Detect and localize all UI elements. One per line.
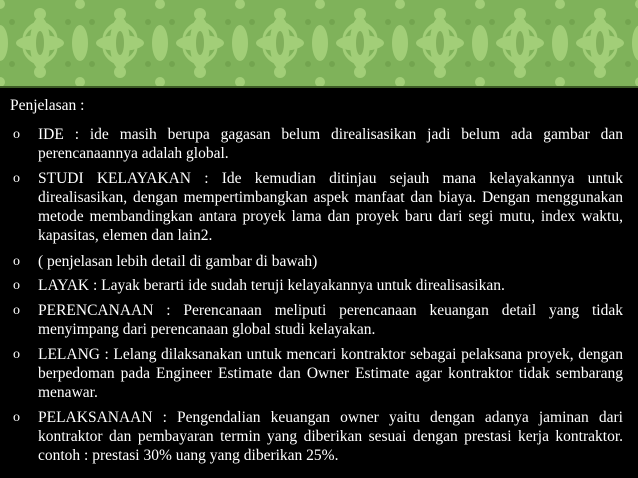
bullet-marker: o — [13, 347, 20, 362]
bullet-marker: o — [13, 303, 20, 318]
bullet-marker: o — [13, 127, 20, 142]
bullet-text: LAYAK : Layak berarti ide sudah teruji kelayakannya untuk direalisasikan. — [38, 277, 505, 294]
bullet-text: PELAKSANAAN : Pengendalian keuangan owner yaitu dengan adanya jaminan dari kontraktor dan pembayaran termin yang diberikan sesuai dengan prestasi kerja kontraktor. contoh : prestasi 30% uang yang diberikan 25%. — [38, 409, 623, 464]
bullet-marker: o — [13, 254, 20, 269]
banner-divider — [0, 86, 638, 88]
decorative-damask-banner — [0, 0, 638, 86]
bullet-text: ( penjelasan lebih detail di gambar di bawah) — [38, 253, 318, 270]
bullet-text: LELANG : Lelang dilaksanakan untuk mencari kontraktor sebagai pelaksana proyek, dengan berpedoman pada Engineer Estimate dan Owner Estimate agar kontraktor tidak sembarang menawar. — [38, 346, 623, 401]
bullet-marker: o — [13, 171, 20, 186]
slide-heading: Penjelasan : — [10, 97, 85, 114]
bullet-text: PERENCANAAN : Perencanaan meliputi perencanaan keuangan detail yang tidak menyimpang dari perencanaan global studi kelayakan. — [38, 302, 623, 338]
bullet-marker: o — [13, 278, 20, 293]
bullet-text: STUDI KELAYAKAN : Ide kemudian ditinjau sejauh mana kelayakannya untuk direalisasikan, dengan mempertimbangkan aspek manfaat dan biaya. Dengan menggunakan metode membandingkan antara proyek lama dan proyek baru dari segi mutu, index waktu, kapasitas, elemen dan lain2. — [38, 170, 623, 244]
damask-pattern — [0, 0, 638, 86]
bullet-marker: o — [13, 410, 20, 425]
bullet-text: IDE : ide masih berupa gagasan belum direalisasikan jadi belum ada gambar dan perencanaannya adalah global. — [38, 126, 623, 162]
